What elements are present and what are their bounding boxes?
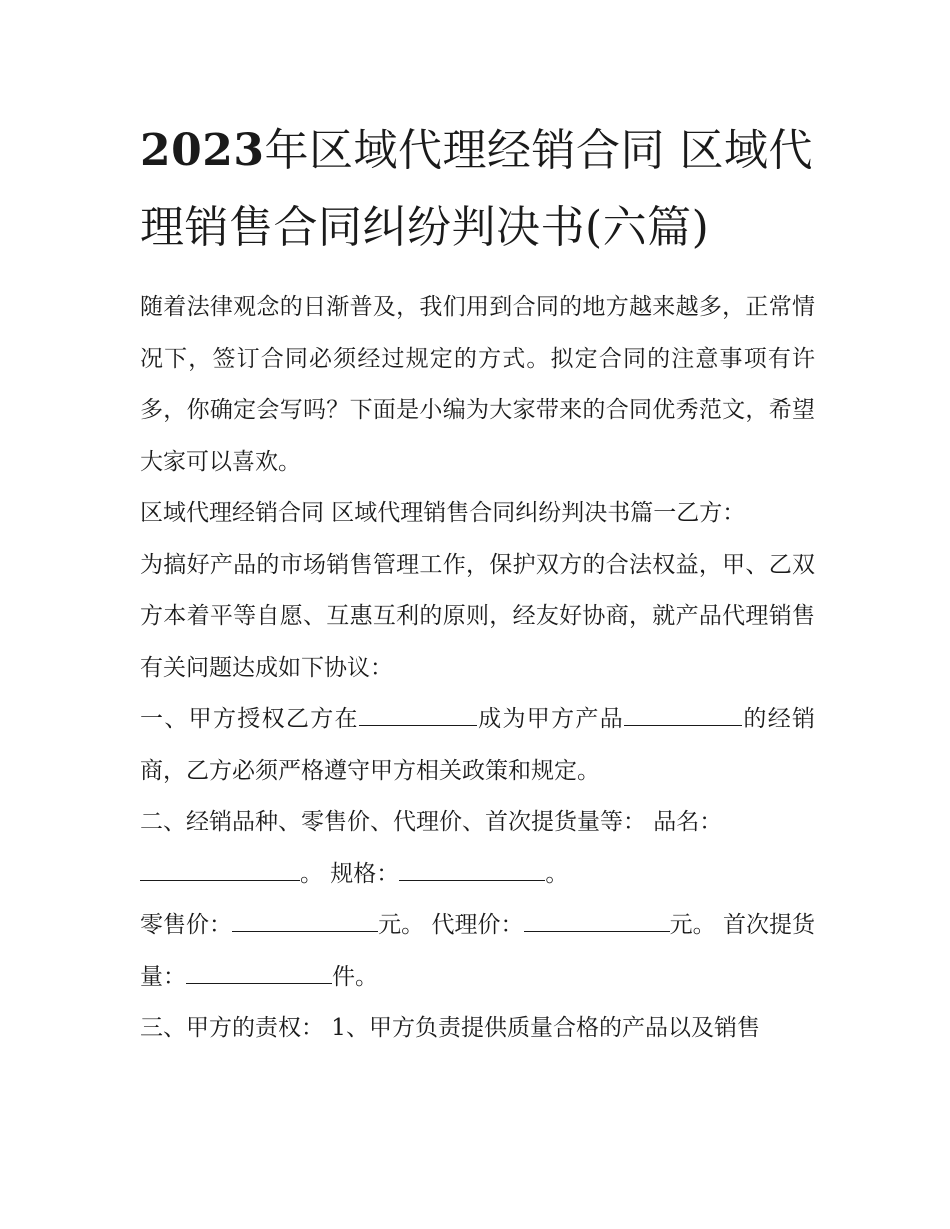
region-blank [359,701,477,726]
title-year: 2023 [140,125,265,176]
document-page [140,112,815,1055]
spec-blank [399,855,545,880]
section-heading: 区域代理经销合同 区域代理销售合同纠纷判决书篇一乙方： [140,500,746,526]
clause-2-intro: 二、经销品种、零售价、代理价、首次提货量等： 品名： [140,809,723,835]
title-text: 年区域代理经销合同 区域代理销售合同纠纷判决书(六篇) [140,125,813,253]
retail-price-label: 零售价： [140,912,233,938]
retail-price-blank [232,907,378,932]
intro-paragraph: 随着法律观念的日渐普及，我们用到合同的地方越来越多，正常情况下，签订合同必须经过规定的方式。拟定合同的注意事项有许多，你确定会写吗？下面是小编为大家带来的合同优秀范文，希望大家可以喜欢。 [140,294,815,475]
product-name-blank [140,855,300,880]
document-body [140,282,815,1055]
clause-1-part-1: 一、甲方授权乙方在 [140,706,359,732]
agent-price-blank [524,907,670,932]
purpose-paragraph: 为搞好产品的市场销售管理工作，保护双方的合法权益，甲、乙双方本着平等自愿、互惠互利的原则，经友好协商，就产品代理销售有关问题达成如下协议： [140,551,815,681]
clause-1-part-3: 的经销商，乙方必须严格遵守甲方相关政策和规定。 [140,706,816,784]
clause-1 [140,694,815,797]
clause-2-spec-suffix: 。 [545,860,569,887]
clause-3: 三、甲方的责权： 1、甲方负责提供质量合格的产品以及销售 [140,1015,760,1041]
clause-2 [140,797,815,900]
price-paragraph [140,900,815,1003]
clause-1-part-2: 成为甲方产品 [476,706,625,732]
document-title [140,112,815,266]
first-order-qty-blank [186,958,332,983]
qty-unit: 件。 [332,963,378,990]
retail-price-unit: 元。 代理价： [378,912,524,938]
agent-price-unit: 元。 首次提货量： [140,912,816,990]
clause-2-name-suffix: 。 规格： [300,860,400,887]
product-blank [624,701,742,726]
